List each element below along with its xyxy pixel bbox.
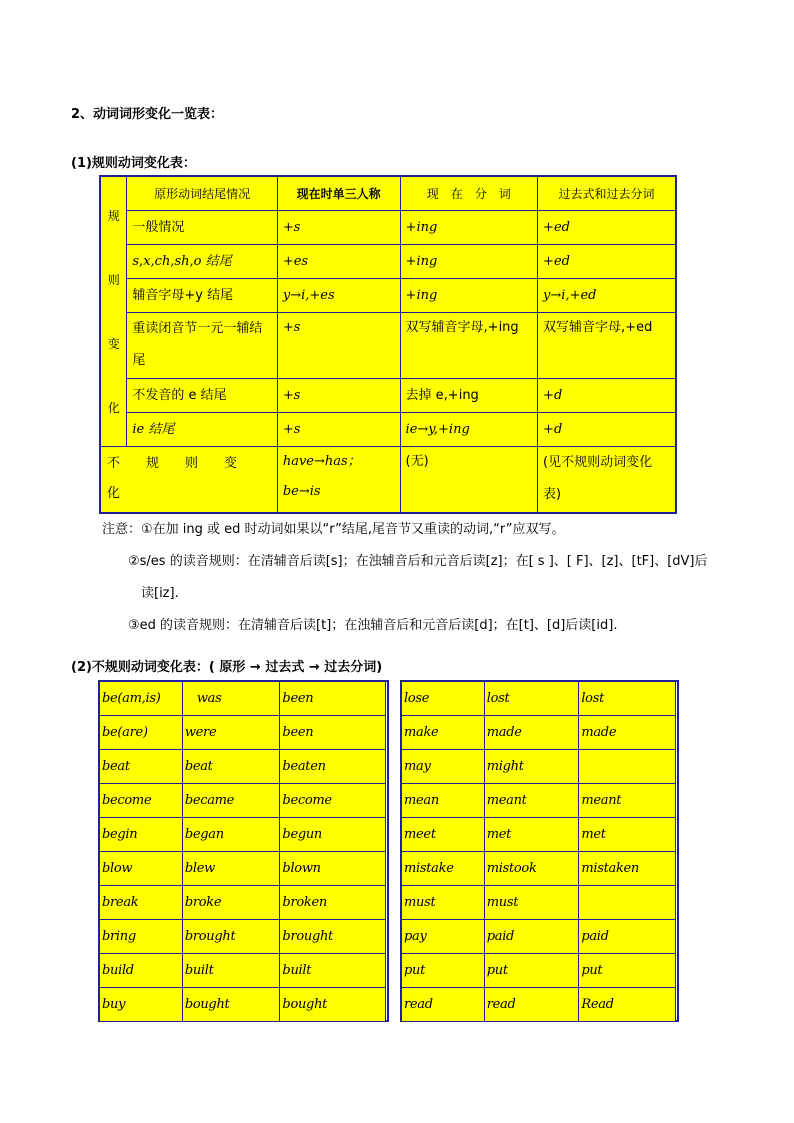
- past-cell: +d: [538, 413, 676, 447]
- ending-cell: s,x,ch,sh,o 结尾: [127, 245, 277, 279]
- verb-row: [100, 954, 386, 988]
- irregular-verb-table-right: [401, 681, 676, 1022]
- verb-row: [402, 954, 676, 988]
- verb-row: [402, 886, 676, 920]
- verb-row: [100, 988, 386, 1022]
- table-row: [100, 211, 676, 245]
- verb-row: [100, 784, 386, 818]
- base-form-cell: make: [402, 716, 485, 750]
- table-row: [100, 245, 676, 279]
- verb-row: [402, 784, 676, 818]
- verb-row: [402, 682, 676, 716]
- past-tense-cell: lost: [484, 682, 579, 716]
- past-tense-cell: began: [182, 818, 280, 852]
- past-participle-cell: been: [280, 682, 386, 716]
- past-tense-cell: beat: [182, 750, 280, 784]
- present-participle-cell: (无): [400, 447, 538, 513]
- third-person-cell: have→has；be→is: [277, 447, 400, 513]
- note-1: 注意：①在加 ing 或 ed 时动词如果以“r”结尾,尾音节又重读的动词,“r”应双写。: [102, 522, 565, 537]
- verb-row: [100, 886, 386, 920]
- past-participle-cell: met: [579, 818, 676, 852]
- verb-row: [100, 920, 386, 954]
- past-tense-cell: were: [182, 716, 280, 750]
- verb-row: [100, 716, 386, 750]
- side-char: 则: [107, 272, 120, 287]
- ending-cell: 重读闭音节一元一辅结尾: [127, 313, 277, 379]
- verb-row: [402, 818, 676, 852]
- present-participle-cell: 去掉 e,+ing: [400, 379, 538, 413]
- past-cell: (见不规则动词变化表): [538, 447, 676, 513]
- base-form-cell: read: [402, 988, 485, 1022]
- table-row: [100, 279, 676, 313]
- verb-row: [100, 750, 386, 784]
- past-participle-cell: put: [579, 954, 676, 988]
- table-row: [100, 413, 676, 447]
- base-form-cell: bring: [100, 920, 183, 954]
- note-3: ③ed 的读音规则：在清辅音后读[t]；在浊辅音后和元音后读[d]；在[t]、[d]后读[id].: [128, 618, 618, 633]
- base-form-cell: beat: [100, 750, 183, 784]
- verb-row: [100, 852, 386, 886]
- ending-cell: ie 结尾: [127, 413, 277, 447]
- past-tense-cell: brought: [182, 920, 280, 954]
- past-tense-cell: might: [484, 750, 579, 784]
- past-tense-cell: blew: [182, 852, 280, 886]
- irregular-summary-row: [100, 447, 676, 513]
- base-form-cell: be(am,is): [100, 682, 183, 716]
- third-person-cell: y→i,+es: [277, 279, 400, 313]
- past-participle-cell: brought: [280, 920, 386, 954]
- base-form-cell: begin: [100, 818, 183, 852]
- header-cell: 过去式和过去分词: [538, 176, 676, 211]
- verb-row: [100, 682, 386, 716]
- side-char: 变: [107, 336, 120, 351]
- verb-row: [402, 750, 676, 784]
- third-person-cell: +es: [277, 245, 400, 279]
- regular-table-header-row: [100, 176, 676, 211]
- past-cell: 双写辅音字母,+ed: [538, 313, 676, 379]
- base-form-cell: be(are): [100, 716, 183, 750]
- note-2-continued: 读[iz].: [141, 586, 179, 601]
- past-participle-cell: mistaken: [579, 852, 676, 886]
- base-form-cell: meet: [402, 818, 485, 852]
- past-participle-cell: begun: [280, 818, 386, 852]
- past-participle-cell: beaten: [280, 750, 386, 784]
- past-cell: +d: [538, 379, 676, 413]
- verb-row: [402, 988, 676, 1022]
- base-form-cell: put: [402, 954, 485, 988]
- irregular-label-cell: 不 规 则 变 化: [100, 447, 277, 513]
- past-participle-cell: lost: [579, 682, 676, 716]
- ending-cell: 辅音字母+y 结尾: [127, 279, 277, 313]
- past-cell: +ed: [538, 211, 676, 245]
- past-tense-cell: bought: [182, 988, 280, 1022]
- table-row: [100, 313, 676, 379]
- ending-cell: 一般情况: [127, 211, 277, 245]
- regular-side-label: [100, 176, 127, 447]
- present-participle-cell: +ing: [400, 279, 538, 313]
- regular-table-subtitle: (1)规则动词变化表：: [71, 156, 196, 171]
- past-tense-cell: built: [182, 954, 280, 988]
- header-cell: 原形动词结尾情况: [127, 176, 277, 211]
- third-person-cell: +s: [277, 379, 400, 413]
- verb-row: [402, 920, 676, 954]
- base-form-cell: break: [100, 886, 183, 920]
- base-form-cell: buy: [100, 988, 183, 1022]
- irregular-table-subtitle: (2)不规则动词变化表：( 原形 → 过去式 → 过去分词): [71, 660, 383, 675]
- ending-cell: 不发音的 e 结尾: [127, 379, 277, 413]
- third-person-cell: +s: [277, 413, 400, 447]
- base-form-cell: build: [100, 954, 183, 988]
- base-form-cell: mean: [402, 784, 485, 818]
- past-participle-cell: been: [280, 716, 386, 750]
- side-char: 化: [107, 400, 120, 415]
- past-tense-cell: became: [182, 784, 280, 818]
- base-form-cell: blow: [100, 852, 183, 886]
- verb-row: [402, 852, 676, 886]
- verb-row: [402, 716, 676, 750]
- past-participle-cell: made: [579, 716, 676, 750]
- irregular-verb-table-left: [99, 681, 386, 1022]
- past-tense-cell: made: [484, 716, 579, 750]
- past-tense-cell: must: [484, 886, 579, 920]
- present-participle-cell: 双写辅音字母,+ing: [400, 313, 538, 379]
- side-char: 规: [107, 208, 120, 223]
- present-participle-cell: +ing: [400, 245, 538, 279]
- verb-row: [100, 818, 386, 852]
- past-tense-cell: meant: [484, 784, 579, 818]
- present-participle-cell: ie→y,+ing: [400, 413, 538, 447]
- past-tense-cell: met: [484, 818, 579, 852]
- base-form-cell: must: [402, 886, 485, 920]
- past-participle-cell: Read: [579, 988, 676, 1022]
- header-cell: 现 在 分 词: [400, 176, 538, 211]
- past-tense-cell: paid: [484, 920, 579, 954]
- note-2: ②s/es 的读音规则：在清辅音后读[s]；在浊辅音后和元音后读[z]；在[ s ]、[ F]、[z]、[tF]、[dV]后: [128, 554, 708, 569]
- third-person-cell: +s: [277, 211, 400, 245]
- regular-verb-table: [99, 175, 677, 514]
- base-form-cell: become: [100, 784, 183, 818]
- header-cell: 现在时单三人称: [277, 176, 400, 211]
- past-participle-cell: [579, 886, 676, 920]
- past-tense-cell: was: [182, 682, 280, 716]
- past-tense-cell: read: [484, 988, 579, 1022]
- past-participle-cell: [579, 750, 676, 784]
- past-tense-cell: put: [484, 954, 579, 988]
- past-participle-cell: broken: [280, 886, 386, 920]
- past-tense-cell: mistook: [484, 852, 579, 886]
- third-person-cell: +s: [277, 313, 400, 379]
- section-title: 2、动词词形变化一览表：: [71, 107, 224, 122]
- table-row: [100, 379, 676, 413]
- past-participle-cell: become: [280, 784, 386, 818]
- base-form-cell: lose: [402, 682, 485, 716]
- base-form-cell: pay: [402, 920, 485, 954]
- past-tense-cell: broke: [182, 886, 280, 920]
- present-participle-cell: +ing: [400, 211, 538, 245]
- base-form-cell: mistake: [402, 852, 485, 886]
- past-cell: +ed: [538, 245, 676, 279]
- past-participle-cell: built: [280, 954, 386, 988]
- past-participle-cell: bought: [280, 988, 386, 1022]
- past-participle-cell: paid: [579, 920, 676, 954]
- past-participle-cell: blown: [280, 852, 386, 886]
- base-form-cell: may: [402, 750, 485, 784]
- past-cell: y→i,+ed: [538, 279, 676, 313]
- past-participle-cell: meant: [579, 784, 676, 818]
